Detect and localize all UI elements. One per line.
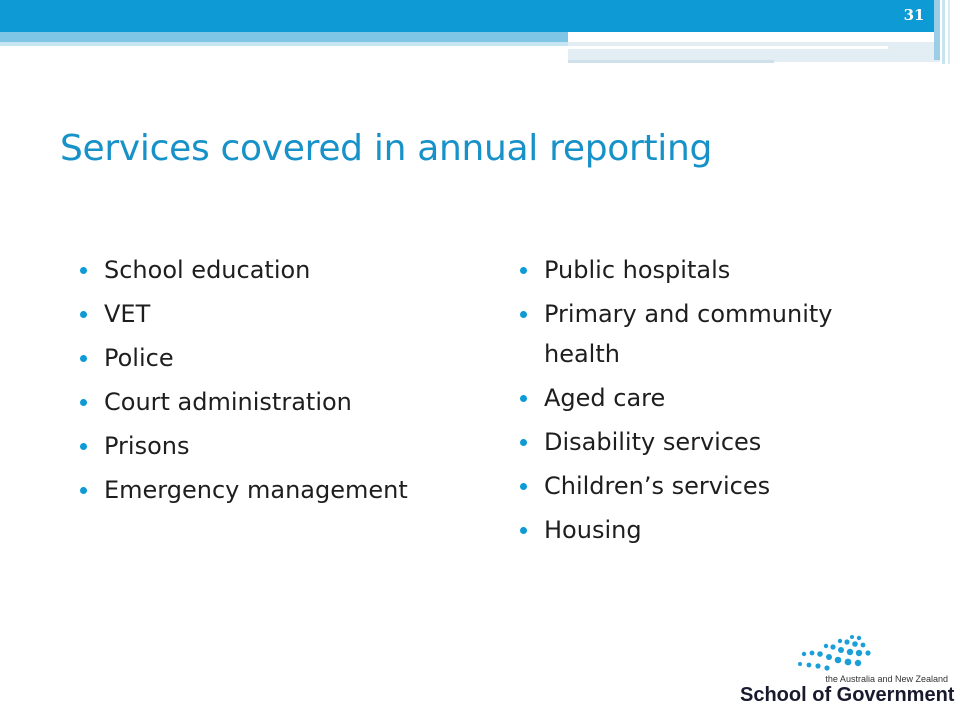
list-item: Aged care <box>518 378 878 418</box>
list-item: Primary and community health <box>518 294 878 374</box>
banner-line <box>568 60 774 63</box>
banner-side-stripe <box>948 0 950 64</box>
banner-side-stripe <box>942 0 945 64</box>
banner-line <box>568 46 888 49</box>
list-item: Court administration <box>78 382 478 422</box>
left-bullet-list <box>78 250 478 514</box>
banner-main-bar <box>0 0 940 32</box>
banner-under-bar <box>0 32 568 42</box>
logo-name: School of Government <box>740 684 955 706</box>
list-item: Public hospitals <box>518 250 878 290</box>
right-bullet-list <box>518 250 878 554</box>
list-item: Police <box>78 338 478 378</box>
logo-subtitle: the Australia and New Zealand <box>825 674 948 684</box>
list-item: Disability services <box>518 422 878 462</box>
list-item: Prisons <box>78 426 478 466</box>
school-of-government-logo <box>738 628 955 712</box>
slide-number: 31 <box>903 6 925 24</box>
banner-right-panel <box>568 42 940 62</box>
list-item: School education <box>78 250 478 290</box>
banner-side-stripe <box>934 0 940 60</box>
list-item: Housing <box>518 510 878 550</box>
slide-title: Services covered in annual reporting <box>60 128 713 169</box>
list-item: Children’s services <box>518 466 878 506</box>
list-item: VET <box>78 294 478 334</box>
dot-cluster-icon <box>796 634 872 674</box>
banner-under-bar-light <box>0 42 568 46</box>
list-item: Emergency management <box>78 470 478 510</box>
